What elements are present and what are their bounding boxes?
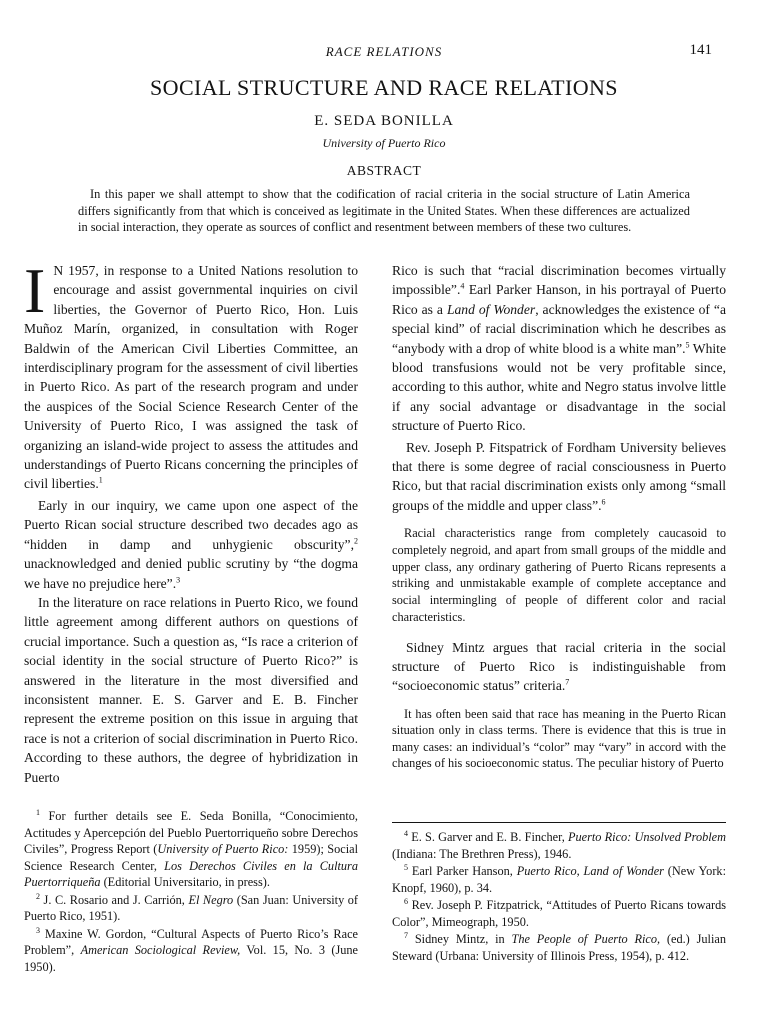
page-number: 141 bbox=[689, 42, 712, 58]
book-title-land-of-wonder: Land of Wonder bbox=[446, 301, 536, 317]
footnote-text: The People of Puerto Rico, bbox=[511, 932, 661, 946]
intro-text: N 1957, in response to a United Nations resolution to encourage and assist governmental inquiries on civil liberties, the Governor of Puerto Rico, Hon. Luis Muñoz Marín, organized, in consultation with Roger Baldwin of the American Civil Liberties Committee, an interdisciplinary program for the assessment of civil liberties in Puerto Rico. As part of the research program and under the auspices of the Social Science Research Center of the University of Puerto Rico, I was assigned the task of organizing an island-wide project to assess the attitudes and understandings of Puerto Ricans concerning the principles of civil liberties. bbox=[24, 263, 358, 492]
footnote-text: Earl Parker Hanson, bbox=[411, 864, 517, 878]
footnote-text: Vol. 15, No. 3 (June 1950). bbox=[24, 943, 359, 974]
paragraph-3: In the literature on race relations in Puerto Rico, we found little agreement among different authors on questions of crucial importance. Such a question as, “Is race a criterion of social identity in the social structure of Puerto Rico?” is answered in the literature in the most diversified and inconsistent manner. E. S. Garver and E. B. Fincher represent the extreme position on this issue in arguing that race is not a criterion of social discrimination in Puerto Rico. According to these authors, the degree of hybridization in Puerto bbox=[24, 594, 358, 785]
left-column bbox=[24, 255, 358, 787]
right-p1-text-d: White blood transfusions would not be very profitable since, according to this author, white and Negro status involve little if any social advantage or disadvantage in the social structure of Puerto Rico. bbox=[392, 340, 726, 434]
left-footnote-list bbox=[24, 808, 358, 975]
footnote-number: 1 bbox=[36, 807, 40, 817]
right-footnotes bbox=[392, 822, 726, 965]
right-paragraph-1 bbox=[392, 261, 726, 436]
footnote-text: Sidney Mintz, in bbox=[414, 932, 512, 946]
footnote-6 bbox=[392, 897, 726, 930]
right-p2-text: Rev. Joseph P. Fitspatrick of Fordham University believes that there is some degree of racial consciousness in Puerto Rico, but that racial discrimination exists only among “small groups of the middle and upper class”. bbox=[392, 439, 726, 513]
author-affiliation: University of Puerto Rico bbox=[322, 136, 446, 150]
footnote-text: Los Derechos Civiles en la Cultura Puertorriqueña bbox=[24, 858, 358, 889]
paragraph-2-text-b: unacknowledged and denied public scrutiny by “the dogma we have no prejudice here”. bbox=[24, 556, 358, 591]
footnote-text: University of Puerto Rico: bbox=[157, 842, 289, 856]
footnote-number: 7 bbox=[404, 930, 408, 940]
footnote-text: El Negro bbox=[188, 892, 234, 907]
left-footnotes bbox=[24, 808, 358, 976]
footnote-text: American Sociological Review, bbox=[80, 943, 241, 957]
footnote-ref-6: 6 bbox=[601, 497, 606, 507]
footnote-4 bbox=[392, 829, 726, 862]
footnote-ref-5: 5 bbox=[685, 340, 690, 350]
footnote-number: 2 bbox=[36, 891, 40, 901]
right-p1-text-a: Rico is such that “racial discrimination becomes virtually impossible”. bbox=[392, 263, 726, 298]
right-column bbox=[392, 261, 726, 772]
footnote-1 bbox=[24, 808, 358, 891]
footnote-number: 5 bbox=[404, 862, 408, 872]
footnote-text: (San Juan: University of Puerto Rico, 1951). bbox=[24, 892, 359, 923]
footnote-ref-4: 4 bbox=[460, 281, 465, 291]
footnote-number: 6 bbox=[404, 896, 408, 906]
footnote-5 bbox=[392, 863, 726, 896]
abstract-heading: ABSTRACT bbox=[346, 163, 422, 178]
footnote-text: J. C. Rosario and J. Carrión, bbox=[43, 892, 189, 907]
running-head: RACE RELATIONS bbox=[325, 44, 443, 59]
footnote-text: For further details see E. Seda Bonilla, “Conocimiento, Actitudes y Apercepción del Pueblo Puertorriqueño sobre Derechos Civiles”, Progress Report ( bbox=[24, 809, 358, 856]
paragraph-2 bbox=[24, 496, 358, 593]
footnote-text: Puerto Rico: Unsolved Problem bbox=[567, 830, 727, 844]
right-paragraph-3 bbox=[392, 638, 726, 696]
footnote-7 bbox=[392, 931, 726, 964]
intro-paragraph bbox=[24, 255, 358, 494]
footnote-text: Maxine W. Gordon, “Cultural Aspects of Puerto Rico’s Race Problem”, bbox=[24, 926, 358, 957]
right-p3-text: Sidney Mintz argues that racial criteria in the social structure of Puerto Rico is indistinguishable from “socioeconomic status” criteria. bbox=[392, 639, 726, 694]
footnote-text: (ed.) Julian Steward (Urbana: University of Illinois Press, 1954), p. 412. bbox=[392, 932, 726, 963]
footnote-text: (Indiana: The Brethren Press), 1946. bbox=[392, 846, 572, 861]
right-p1-text-c: , acknowledges the existence of “a special kind” of racial discrimination which he describes as “anybody with a drop of white blood is a white man”. bbox=[392, 301, 726, 356]
footnote-number: 3 bbox=[36, 925, 40, 935]
block-quote: Racial characteristics range from completely caucasoid to completely negroid, and apart from small groups of the middle and upper class, any ordinary gathering of Puerto Ricans represents a striking and unmistakable example of complete acceptance and social intermingling of people of different color and racial characteristics. bbox=[392, 526, 726, 624]
right-footnote-list bbox=[392, 829, 726, 964]
author-name: E. SEDA BONILLA bbox=[314, 113, 454, 129]
footnote-ref-2: 2 bbox=[354, 536, 358, 546]
footnote-text: Rev. Joseph P. Fitzpatrick, “Attitudes of Puerto Ricans towards Color”, Mimeograph, 1950. bbox=[392, 898, 727, 929]
footnote-text: E. S. Garver and E. B. Fincher, bbox=[411, 830, 568, 844]
footnote-2 bbox=[24, 892, 358, 925]
right-paragraph-2 bbox=[392, 438, 726, 516]
footnote-number: 4 bbox=[404, 828, 408, 838]
footnote-text: (Editorial Universitario, in press). bbox=[100, 875, 270, 889]
footnote-rule bbox=[392, 822, 726, 823]
footnote-text: (New York: Knopf, 1960), p. 34. bbox=[392, 864, 726, 895]
drop-cap: I bbox=[24, 255, 46, 326]
footnote-ref-7: 7 bbox=[565, 677, 570, 687]
right-p1-text-b: Earl Parker Hanson, in his portrayal of Puerto Rico as a bbox=[392, 282, 726, 317]
abstract-text: In this paper we shall attempt to show that the codification of racial criteria in the social structure of Latin America differs significantly from that which is conceived as legitimate in the United States. When these differences are actualized in social interaction, they operate as sources of conflict and resentment between members of these two cultures. bbox=[78, 187, 690, 234]
right-paragraph-4: It has often been said that race has meaning in the Puerto Rican situation only in class terms. There is evidence that this is true in many cases: an individual’s “color” may “vary” in accord with the changes of his socioeconomic status. The peculiar history of Puerto bbox=[392, 706, 726, 771]
article-title: SOCIAL STRUCTURE AND RACE RELATIONS bbox=[150, 75, 618, 100]
footnote-ref-1: 1 bbox=[98, 475, 103, 485]
footnote-text: Puerto Rico, Land of Wonder bbox=[516, 864, 664, 878]
paragraph-2-text-a: Early in our inquiry, we came upon one aspect of the Puerto Rican social structure described two decades ago as “hidden in damp and unhygienic obscurity”, bbox=[24, 497, 358, 552]
footnote-ref-3: 3 bbox=[176, 574, 181, 584]
footnote-text: 1959); Social Science Research Center, bbox=[24, 842, 358, 873]
footnote-3 bbox=[24, 926, 358, 976]
